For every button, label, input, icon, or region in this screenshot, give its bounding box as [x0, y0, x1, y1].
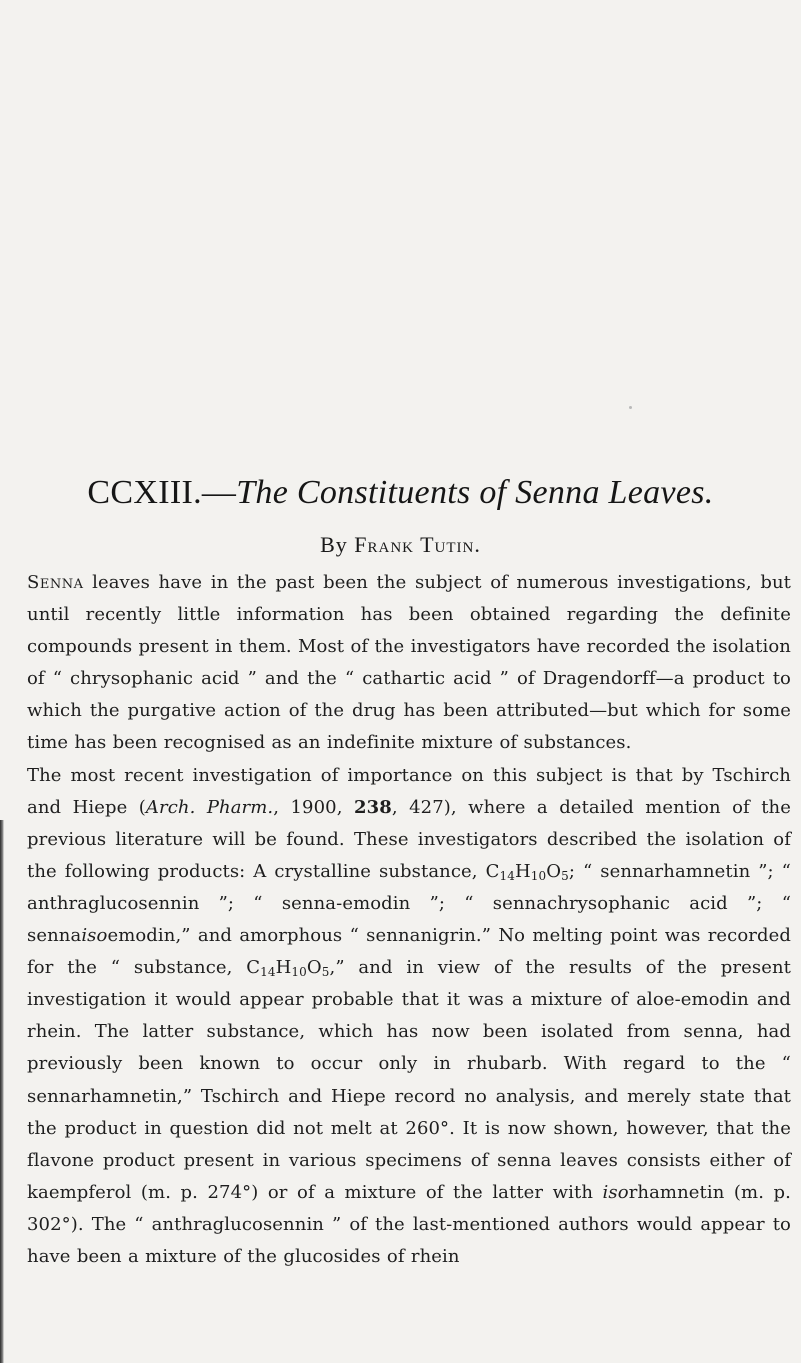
- formula-1-sub-o: 5: [561, 868, 569, 883]
- page-edge-shadow: [0, 820, 4, 1363]
- iso-prefix-2: iso: [602, 1181, 629, 1203]
- p2-text-5: emodin,” and amorphous “ sennanigrin.” No melting point was recorded for the “ substance, C: [27, 925, 791, 979]
- p2-text-1: The most recent investigation of importance on this subject is that by Tschirch and Hiepe (: [27, 764, 791, 818]
- article-number: CCXIII.: [87, 474, 202, 511]
- formula-2-o: O: [306, 957, 322, 979]
- formula-2-sub-o: 5: [321, 965, 330, 980]
- article-body: [27, 567, 791, 1273]
- paragraph-1-lead: Senna: [27, 572, 84, 593]
- journal-citation: Arch. Pharm.: [145, 796, 274, 818]
- byline: [0, 531, 801, 559]
- formula-1-sub-h: 10: [530, 868, 547, 883]
- formula-2-sub-h: 10: [291, 965, 307, 980]
- iso-prefix-1: iso: [81, 925, 108, 947]
- author-name: Frank Tutin.: [354, 532, 481, 557]
- formula-2-h: H: [275, 957, 292, 979]
- formula-1-sub-c: 14: [499, 868, 515, 883]
- p2-text-4: ; “ sennarhamnetin ”; “ anthraglucosennin ”; “ senna-emodin ”; “ sennachrysophanic acid ”; “ senna: [27, 860, 791, 947]
- p2-text-6: ,” and in view of the results of the present investigation it would appear probable that it was a mixture of aloe-emodin and rhein. The latter substance, which has now been isolated from senna, had previously been known to occur only in rhubarb. With regard to the “ sennarhamnetin,” Tschirch and Hiepe record no analysis, and merely state that the product in question did not melt at 260°. It is now shown, however, that the flavone product present in various specimens of senna leaves consists either of kaempferol (m. p. 274°) or of a mixture of the latter with: [27, 957, 791, 1203]
- paragraph-1-text: leaves have in the past been the subject of numerous investigations, but until recently little information has been obtained regarding the definite compounds present in them. Most of the investigators have recorded the isolation of “ chrysophanic acid ” and the “ cathartic acid ” of Dragendorff—a product to which the purgative action of the drug has been attributed—but which for some time has been recognised as an indefinite mixture of substances.: [27, 572, 791, 754]
- title-dash: —: [201, 474, 237, 511]
- article-title: [0, 473, 801, 513]
- paragraph-1: [27, 567, 791, 760]
- formula-2-sub-c: 14: [260, 965, 276, 980]
- formula-1-h: H: [514, 860, 531, 882]
- journal-volume: 238: [353, 796, 392, 818]
- p2-text-7: rhamnetin (m. p. 302°). The “ anthraglucosennin ” of the last-mentioned authors would appear to have been a mixture of the glucosides of rhein: [27, 1181, 791, 1267]
- article-title-text: The Constituents of Senna Leaves.: [236, 474, 714, 511]
- byline-prefix: By: [320, 532, 355, 557]
- formula-1-o: O: [546, 860, 562, 882]
- paper-speck: [629, 406, 632, 409]
- p2-text-3: , 427), where a detailed mention of the previous literature will be found. These investigators described the isolation of the following products: A crystalline substance, C: [27, 796, 791, 882]
- p2-text-2: , 1900,: [273, 796, 354, 818]
- paragraph-2: [27, 760, 791, 1274]
